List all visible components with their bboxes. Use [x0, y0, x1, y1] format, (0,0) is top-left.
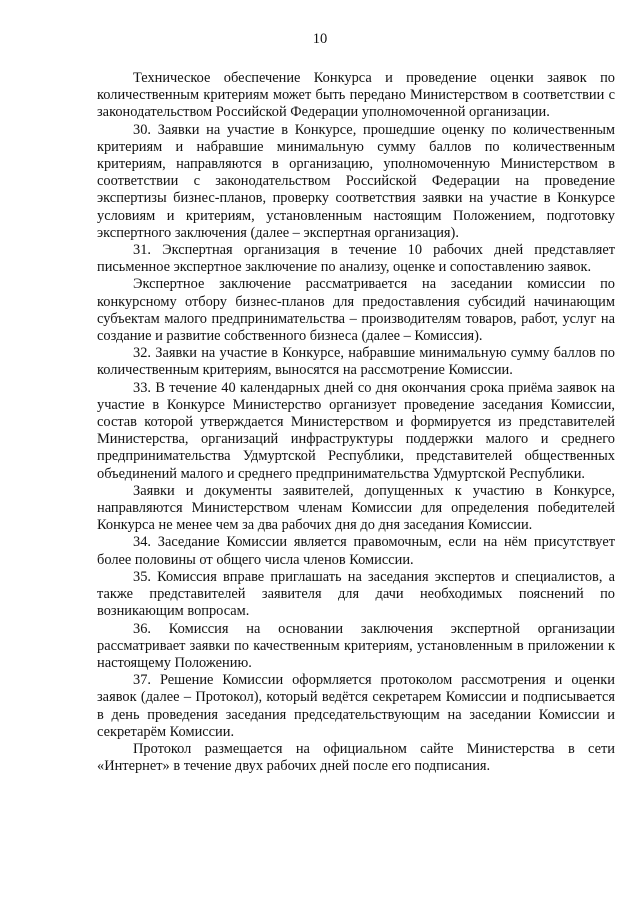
paragraph-37: 37. Решение Комиссии оформляется протоколом рассмотрения и оценки заявок (далее – Протокол), который ведётся секретарем Комиссии и подписывается в день проведения заседания председательствующим на заседании Комиссии и секретарём Комиссии. — [97, 672, 615, 740]
paragraph-32: 32. Заявки на участие в Конкурсе, набравшие минимальную сумму баллов по количественным критериям, выносятся на рассмотрение Комиссии. — [97, 345, 615, 379]
paragraph-34: 34. Заседание Комиссии является правомочным, если на нём присутствует более половины от общего числа членов Комиссии. — [97, 534, 615, 568]
paragraph-expert-conclusion: Экспертное заключение рассматривается на заседании комиссии по конкурсному отбору бизнес-планов для предоставления субсидий начинающим субъектам малого предпринимательства – производителям товаров, работ, услуг на создание и развитие собственного бизнеса (далее – Комиссия). — [97, 276, 615, 345]
paragraph-31: 31. Экспертная организация в течение 10 рабочих дней представляет письменное экспертное заключение по анализу, оценке и сопоставлению заявок. — [97, 242, 615, 276]
paragraph-technical-support: Техническое обеспечение Конкурса и проведение оценки заявок по количественным критериям может быть передано Министерством в соответствии с законодательством Российской Федерации уполномоченной организации. — [97, 70, 615, 121]
paragraph-35: 35. Комиссия вправе приглашать на заседания экспертов и специалистов, а также представителей заявителя для дачи необходимых пояснений по возникающим вопросам. — [97, 568, 615, 620]
paragraph-protocol-publication: Протокол размещается на официальном сайте Министерства в сети «Интернет» в течение двух рабочих дней после его подписания. — [97, 740, 615, 775]
paragraph-36: 36. Комиссия на основании заключения экспертной организации рассматривает заявки по качественным критериям, установленным в приложении к настоящему Положению. — [97, 620, 615, 671]
paragraph-applications-sent: Заявки и документы заявителей, допущенных к участию в Конкурсе, направляются Министерством членам Комиссии для определения победителей Конкурса не менее чем за два рабочих дня до дня заседания Комиссии. — [97, 482, 615, 534]
page-number: 10 — [312, 31, 328, 47]
paragraph-30: 30. Заявки на участие в Конкурсе, прошедшие оценку по количественным критериям и набравшие минимальную сумму баллов по количественным критериям, направляются в организацию, уполномоченную Министерством в соответствии с законодательством Российской Федерации на проведение экспертизы бизнес-планов, проверку соответствия заявки на участие в Конкурсе условиям и критериям, установленным настоящим Положением, подготовку экспертного заключения (далее – экспертная организация). — [97, 121, 615, 241]
paragraph-33: 33. В течение 40 календарных дней со дня окончания срока приёма заявок на участие в Конкурсе Министерство организует проведение заседания Комиссии, состав которой утверждается Министерством и формируется из представителей Министерства, организаций инфраструктуры поддержки малого и среднего предпринимательства Удмуртской Республики, представителей общественных объединений малого и среднего предпринимательства Удмуртской Республики. — [97, 379, 615, 482]
document-body — [97, 70, 615, 775]
